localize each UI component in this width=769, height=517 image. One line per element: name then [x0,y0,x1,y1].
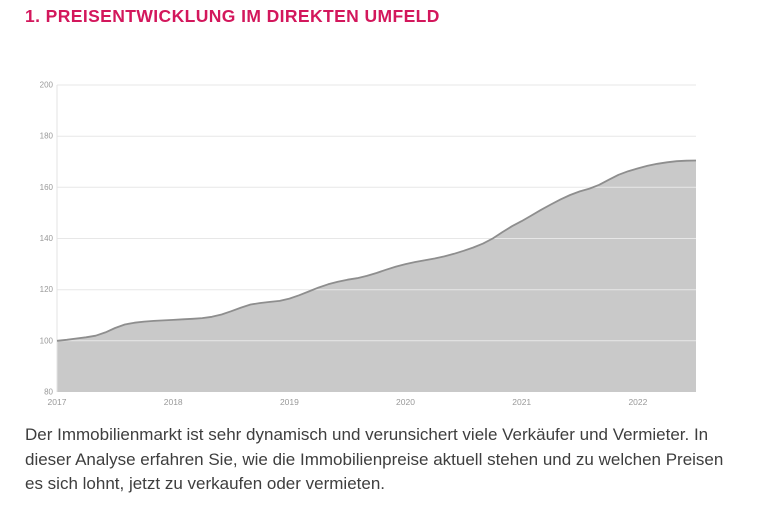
y-tick-label: 120 [39,285,53,295]
y-tick-label: 100 [39,336,53,346]
description-text: Der Immobilienmarkt ist sehr dynamisch und verunsichert viele Verkäufer und Vermieter. In dieser Analyse erfahren Sie, wie die Immobilienpreise aktuell stehen und zu welchen Preisen es sich lohnt, jetzt zu verkaufen oder vermieten. [25,425,724,493]
y-tick-label: 180 [39,131,53,141]
chart-area-fill [57,161,696,393]
section-title: 1. PREISENTWICKLUNG IM DIREKTEN UMFELD [25,6,440,26]
y-tick-label: 140 [39,234,53,243]
y-tick-label: 80 [44,387,53,397]
x-tick-label: 2020 [396,397,415,407]
x-tick-label: 2017 [47,397,67,407]
x-tick-label: 2018 [163,397,183,407]
y-tick-label: 160 [39,182,53,192]
x-tick-label: 2022 [628,397,648,407]
y-tick-label: 200 [39,80,53,90]
x-tick-label: 2019 [279,397,299,407]
x-tick-label: 2021 [512,397,532,407]
